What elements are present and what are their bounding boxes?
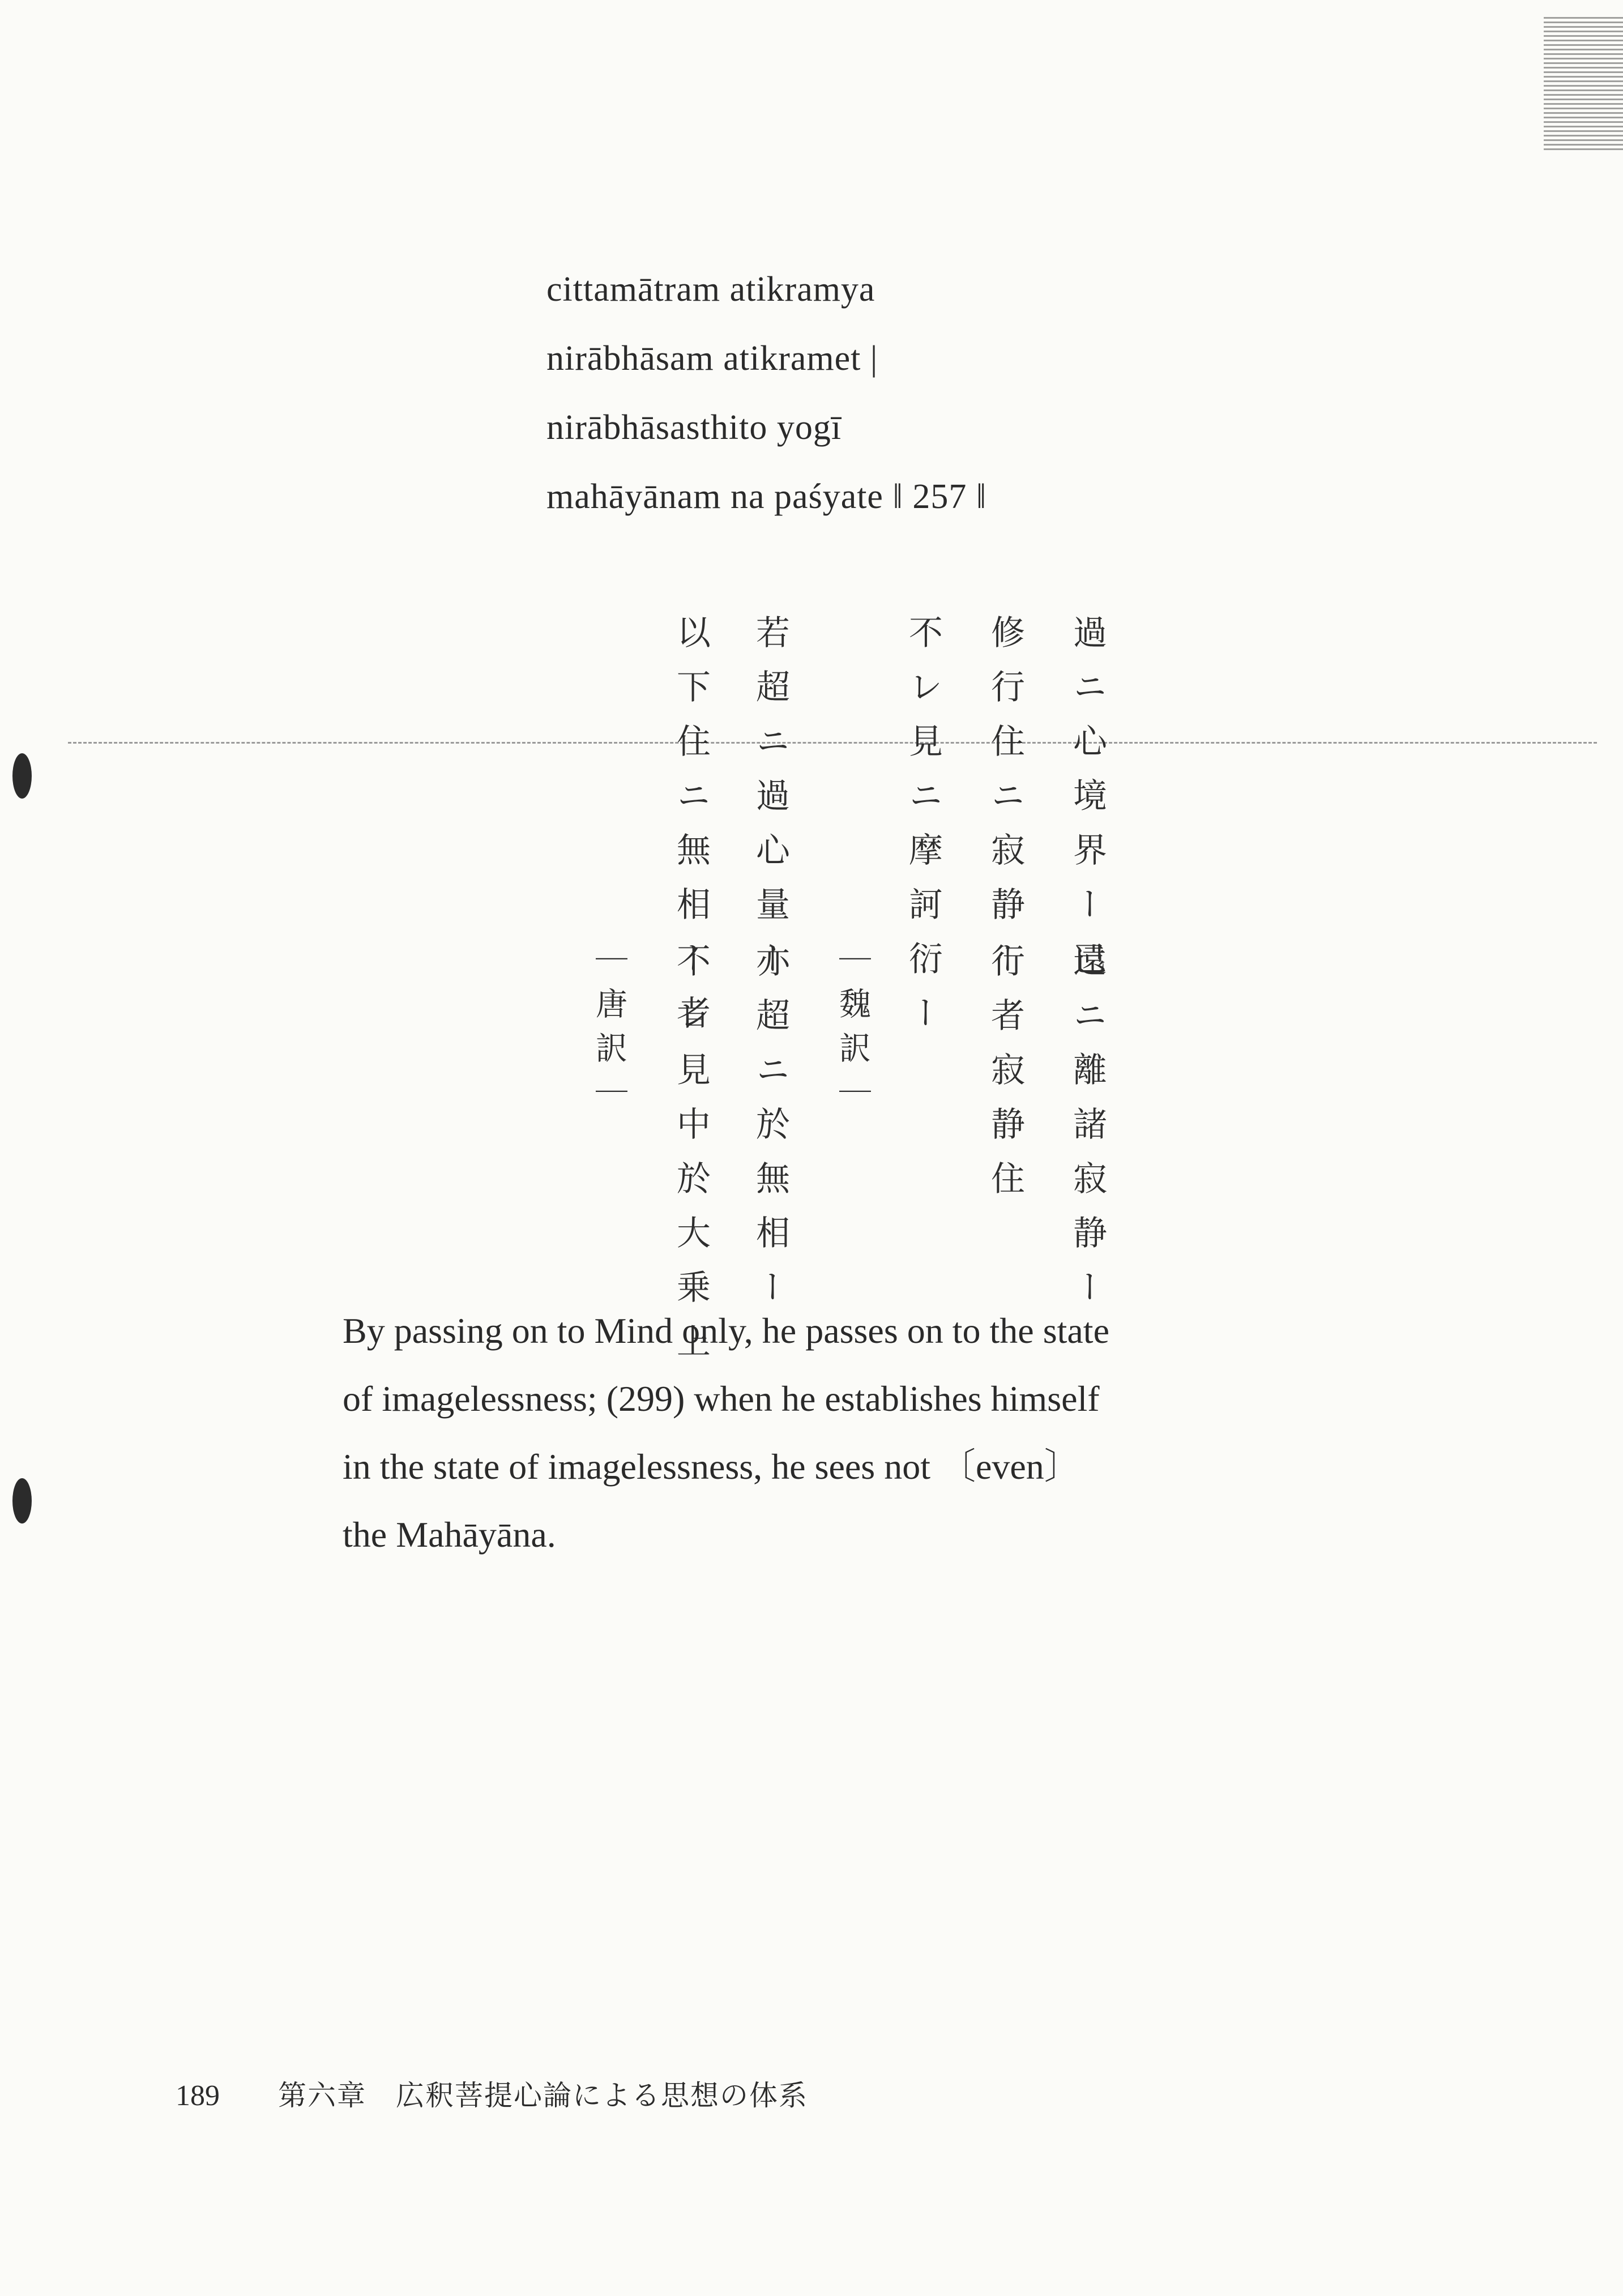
- chinese-column: 若超ニ過心量ー: [750, 614, 790, 995]
- chinese-column: 亦超ニ於無相ー: [750, 943, 790, 1324]
- translation-line: By passing on to Mind only, he passes on to the state: [343, 1311, 1109, 1351]
- verse-line: nirābhāsam atikramet |: [546, 339, 878, 378]
- verse-line: mahāyānam na paśyate ‖ 257 ‖: [546, 477, 987, 516]
- chinese-column: 不レ見ニ摩訶衍ー: [903, 614, 943, 1049]
- verse-line: cittamātram atikramya: [546, 270, 875, 309]
- translation-source-label: ｜唐訳｜: [591, 943, 627, 1120]
- translation-line: the Mahāyāna.: [343, 1514, 556, 1555]
- chinese-column: 修行住ニ寂静ー: [985, 614, 1025, 995]
- translation-line: of imagelessness; (299) when he establishes himself: [343, 1379, 1100, 1419]
- scan-fold-line: [68, 742, 1597, 744]
- verse-line: nirābhāsasthito yogī: [546, 408, 842, 447]
- chinese-column: 行者寂静住: [985, 943, 1025, 1215]
- chinese-column: 過ニ心境界ー已: [1067, 614, 1107, 995]
- translation-source-label: ｜魏訳｜: [834, 943, 871, 1120]
- sanskrit-verse: [546, 255, 986, 531]
- english-translation: [343, 1297, 1362, 1569]
- translation-line: in the state of imagelessness, he sees not 〔even〕: [343, 1446, 1080, 1487]
- page-number: 189: [176, 2080, 220, 2112]
- scan-hole-top: [12, 753, 32, 799]
- chinese-column: 不レ見中於大乗上: [671, 943, 711, 1378]
- chinese-column: 以下住ニ無相ー者: [671, 614, 711, 1049]
- page-footer: [176, 2073, 808, 2114]
- chapter-title: 第六章 広釈菩提心論による思想の体系: [278, 2079, 808, 2112]
- scan-hole-bottom: [12, 1478, 32, 1523]
- scan-edge-noise: [1544, 17, 1623, 153]
- chinese-column: 遠ニ離諸寂静ー: [1067, 943, 1107, 1324]
